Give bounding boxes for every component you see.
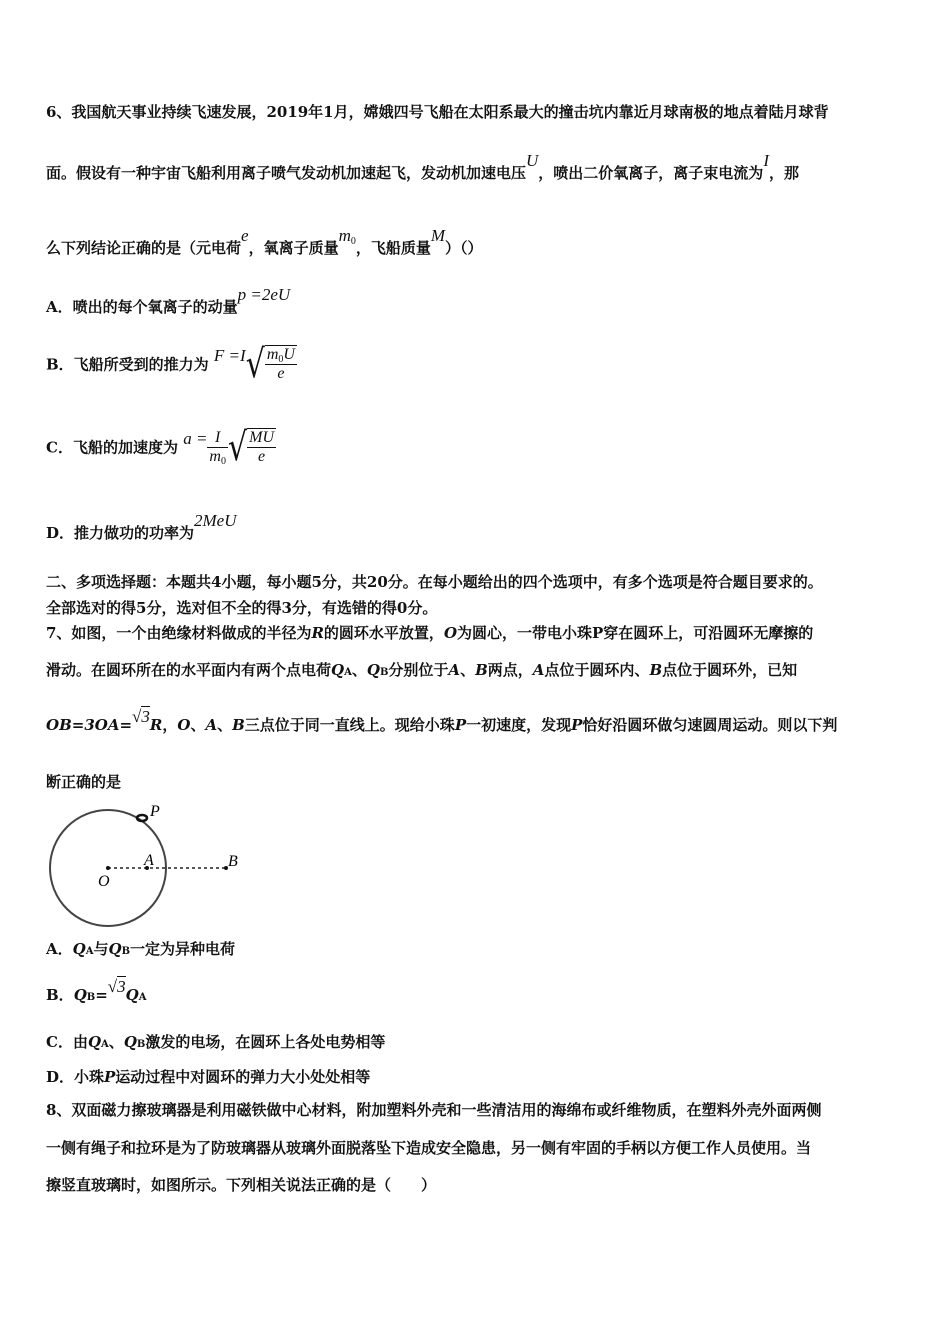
section2-line2: 全部选对的得5分，选对但不全的得3分，有选错的得0分。 (46, 599, 438, 617)
label-p: P (150, 803, 160, 820)
q6-option-d: D．推力做功的功率为2MeU (46, 511, 237, 542)
q8-line1: 8、双面磁力擦玻璃器是利用磁铁做中心材料，附加塑料外壳和一些清洁用的海绵布或纤维物质，在塑料外壳外面两侧 (46, 1101, 822, 1119)
q6-option-b: B．飞船所受到的推力为 F =I√ $\frac{m0U}{e}$ (46, 341, 295, 387)
var-u: U (526, 151, 539, 170)
q6-option-c: C．飞船的加速度为 a = $\frac{I}{m0}$ √ $\frac{MU}{e}$ (46, 424, 274, 470)
q8-line3: 擦竖直玻璃时，如图所示。下列相关说法正确的是（ ） (46, 1176, 437, 1194)
point-o (106, 866, 110, 870)
sqrt-b: √ $\frac{m0U}{e}$ (245, 341, 295, 387)
q7-option-a: A．QA与QB一定为异种电荷 (46, 940, 236, 958)
q6-line1: 6、我国航天事业持续飞速发展，2019年1月，嫦娥四号飞船在太阳系最大的撞击坑内靠近月球南极的地点着陆月球背 (46, 103, 829, 121)
section2-line1: 二、多项选择题：本题共4小题，每小题5分，共20分。在每小题给出的四个选项中，有多个选项是符合题目要求的。 (46, 573, 823, 591)
label-b: B (228, 853, 238, 870)
q7-option-c: C．由QA、QB激发的电场，在圆环上各处电势相等 (46, 1033, 386, 1051)
ring-figure (46, 798, 246, 928)
q6-line2: 面。假设有一种宇宙飞船利用离子喷气发动机加速起飞，发动机加速电压U，喷出二价氧离子，离子束电流为I，那 (46, 151, 799, 182)
q6-line3: 么下列结论正确的是（元电荷e，氧离子质量m0，飞船质量M）（） (46, 226, 483, 257)
q8-line2: 一侧有绳子和拉环是为了防玻璃器从玻璃外面脱落坠下造成安全隐患，另一侧有牢固的手柄以方便工作人员使用。当 (46, 1139, 812, 1157)
q7-option-d: D．小珠P运动过程中对圆环的弹力大小处处相等 (46, 1068, 371, 1086)
var-i: I (763, 151, 769, 170)
q7-line3: OB=3OA=√3R，O、A、B三点位于同一直线上。现给小珠P一初速度，发现P恰好沿圆环做匀速圆周运动。则以下判 (46, 707, 838, 734)
q7-line1: 7、如图，一个由绝缘材料做成的半径为R的圆环水平放置，O为圆心，一带电小珠P穿在圆环上，可沿圆环无摩擦的 (46, 624, 814, 642)
q7-line4: 断正确的是 (46, 773, 122, 791)
sqrt-c: √ $\frac{MU}{e}$ (227, 424, 274, 470)
label-a: A (144, 852, 154, 869)
label-o: O (98, 873, 110, 890)
q7-option-b: B．QB=√3QA (46, 977, 147, 1004)
q6-option-a: A．喷出的每个氧离子的动量p =2eU (46, 285, 291, 316)
q7-line2: 滑动。在圆环所在的水平面内有两个点电荷QA、QB分别位于A、B两点，A点位于圆环内、B点位于圆环外，已知 (46, 661, 798, 679)
